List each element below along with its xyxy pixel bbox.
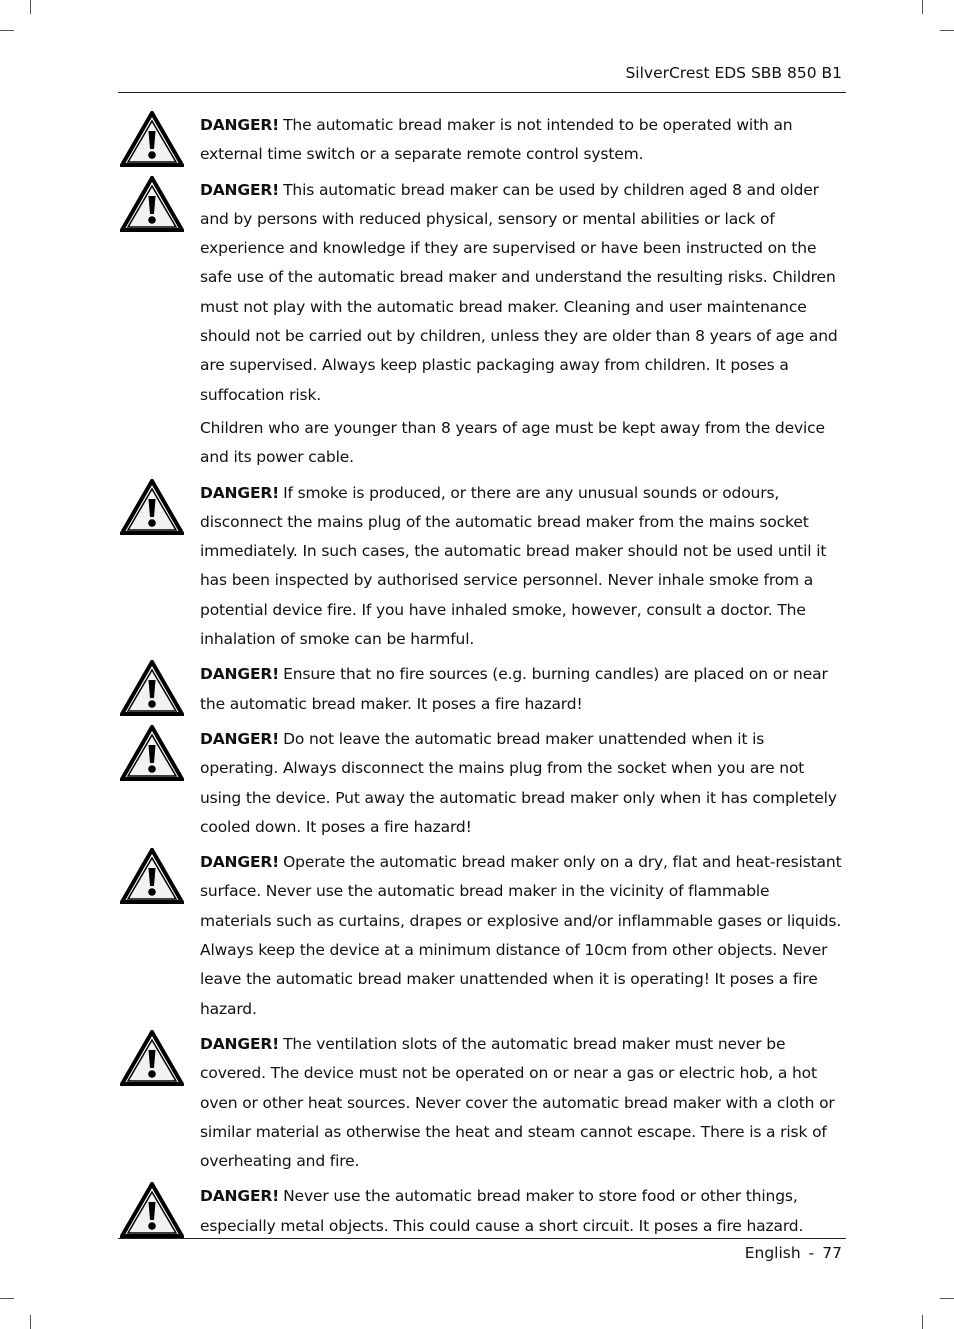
warning-triangle-icon — [120, 1182, 184, 1238]
danger-warning — [118, 1182, 846, 1241]
danger-label: DANGER! — [200, 1187, 280, 1206]
warning-triangle-icon — [120, 111, 184, 167]
warning-paragraph — [200, 479, 844, 655]
warning-body: The automatic bread maker is not intended to be operated with an external time switch or a separate remote control system. — [200, 116, 793, 164]
warning-paragraph — [200, 414, 844, 473]
danger-label: DANGER! — [200, 116, 280, 134]
warning-paragraph — [200, 176, 844, 410]
warning-body: The ventilation slots of the automatic bread maker must never be covered. The device must not be operated on or near a gas or electric hob, a hot oven or other heat sources. Never cover the automatic bread maker with a cloth or similar material as otherwise the heat and steam cannot escape. There is a risk of overheating and fire. — [200, 1034, 835, 1171]
danger-warning — [118, 660, 846, 719]
crop-mark — [940, 30, 954, 31]
warning-paragraph — [200, 1030, 844, 1176]
warning-text — [200, 660, 844, 719]
danger-warning — [118, 111, 846, 170]
warning-text — [200, 848, 844, 1024]
warning-text — [200, 111, 844, 170]
warning-paragraph — [200, 1182, 844, 1241]
warning-triangle-icon — [120, 176, 184, 232]
warning-triangle-icon — [120, 660, 184, 716]
warning-body: Never use the automatic bread maker to store food or other things, especially metal objects. This could cause a short circuit. It poses a fire hazard. — [200, 1187, 804, 1235]
danger-warning — [118, 1030, 846, 1176]
warning-body: Do not leave the automatic bread maker unattended when it is operating. Always disconnect the mains plug from the socket when you are not using the device. Put away the automatic bread maker only when it has completely cooled down. It poses a fire hazard! — [200, 729, 837, 836]
danger-warning — [118, 479, 846, 655]
crop-mark — [922, 0, 923, 14]
warning-body: Children who are younger than 8 years of age must be kept away from the device and its power cable. — [200, 418, 825, 467]
warning-body: If smoke is produced, or there are any unusual sounds or odours, disconnect the mains plug of the automatic bread maker from the mains socket immediately. In such cases, the automatic bread maker should not be used until it has been inspected by authorised service personnel. Never inhale smoke from a potential device fire. If you have inhaled smoke, however, consult a doctor. The inhalation of smoke can be harmful. — [200, 483, 827, 649]
warning-paragraph — [200, 725, 844, 842]
warning-paragraph — [200, 660, 844, 719]
warning-triangle-icon — [120, 1030, 184, 1086]
header-title: SilverCrest EDS SBB 850 B1 — [625, 64, 842, 82]
footer-separator: - — [808, 1244, 815, 1262]
warning-text — [200, 479, 844, 655]
crop-mark — [0, 1298, 14, 1299]
warning-triangle-icon — [120, 848, 184, 904]
page-header — [118, 60, 846, 93]
warning-body: Operate the automatic bread maker only on a dry, flat and heat-resistant surface. Never use the automatic bread maker in the vicinity of flammable materials such as curtains, drapes or explosive and/or inflammable gases or liquids. Always keep the device at a minimum distance of 10cm from other objects. Never leave the automatic bread maker unattended when it is operating! It poses a fire hazard. — [200, 853, 842, 1018]
safety-warnings — [118, 111, 846, 1247]
warning-paragraph — [200, 848, 844, 1024]
danger-label: DANGER! — [200, 665, 280, 684]
danger-label: DANGER! — [200, 729, 280, 748]
danger-label: DANGER! — [200, 483, 280, 502]
footer-language: English — [744, 1244, 801, 1262]
page-footer — [118, 1238, 846, 1262]
danger-warning — [118, 725, 846, 842]
page-number: 77 — [822, 1244, 842, 1262]
warning-body: Ensure that no fire sources (e.g. burning candles) are placed on or near the automatic bread maker. It poses a fire hazard! — [200, 665, 828, 713]
danger-warning — [118, 848, 846, 1024]
danger-label: DANGER! — [200, 853, 280, 872]
warning-text — [200, 1030, 844, 1176]
warning-triangle-icon — [120, 479, 184, 535]
crop-mark — [30, 0, 31, 14]
crop-mark — [30, 1315, 31, 1329]
danger-warning — [118, 176, 846, 473]
warning-paragraph — [200, 111, 844, 170]
footer-text — [745, 1244, 842, 1262]
danger-label: DANGER! — [200, 1034, 280, 1053]
warning-body: This automatic bread maker can be used by children aged 8 and older and by persons with reduced physical, sensory or mental abilities or lack of experience and knowledge if they are supervised or have been instructed on the safe use of the automatic bread maker and understand the resulting risks. Children must not play with the automatic bread maker. Cleaning and user maintenance should not be carried out by children, unless they are older than 8 years of age and are supervised. Always keep plastic packaging away from children. It poses a suffocation risk. — [200, 180, 838, 404]
crop-mark — [922, 1315, 923, 1329]
warning-text — [200, 725, 844, 842]
crop-mark — [0, 30, 14, 31]
danger-label: DANGER! — [200, 180, 280, 199]
warning-triangle-icon — [120, 725, 184, 781]
warning-text — [200, 176, 844, 473]
warning-text — [200, 1182, 844, 1241]
crop-mark — [940, 1298, 954, 1299]
